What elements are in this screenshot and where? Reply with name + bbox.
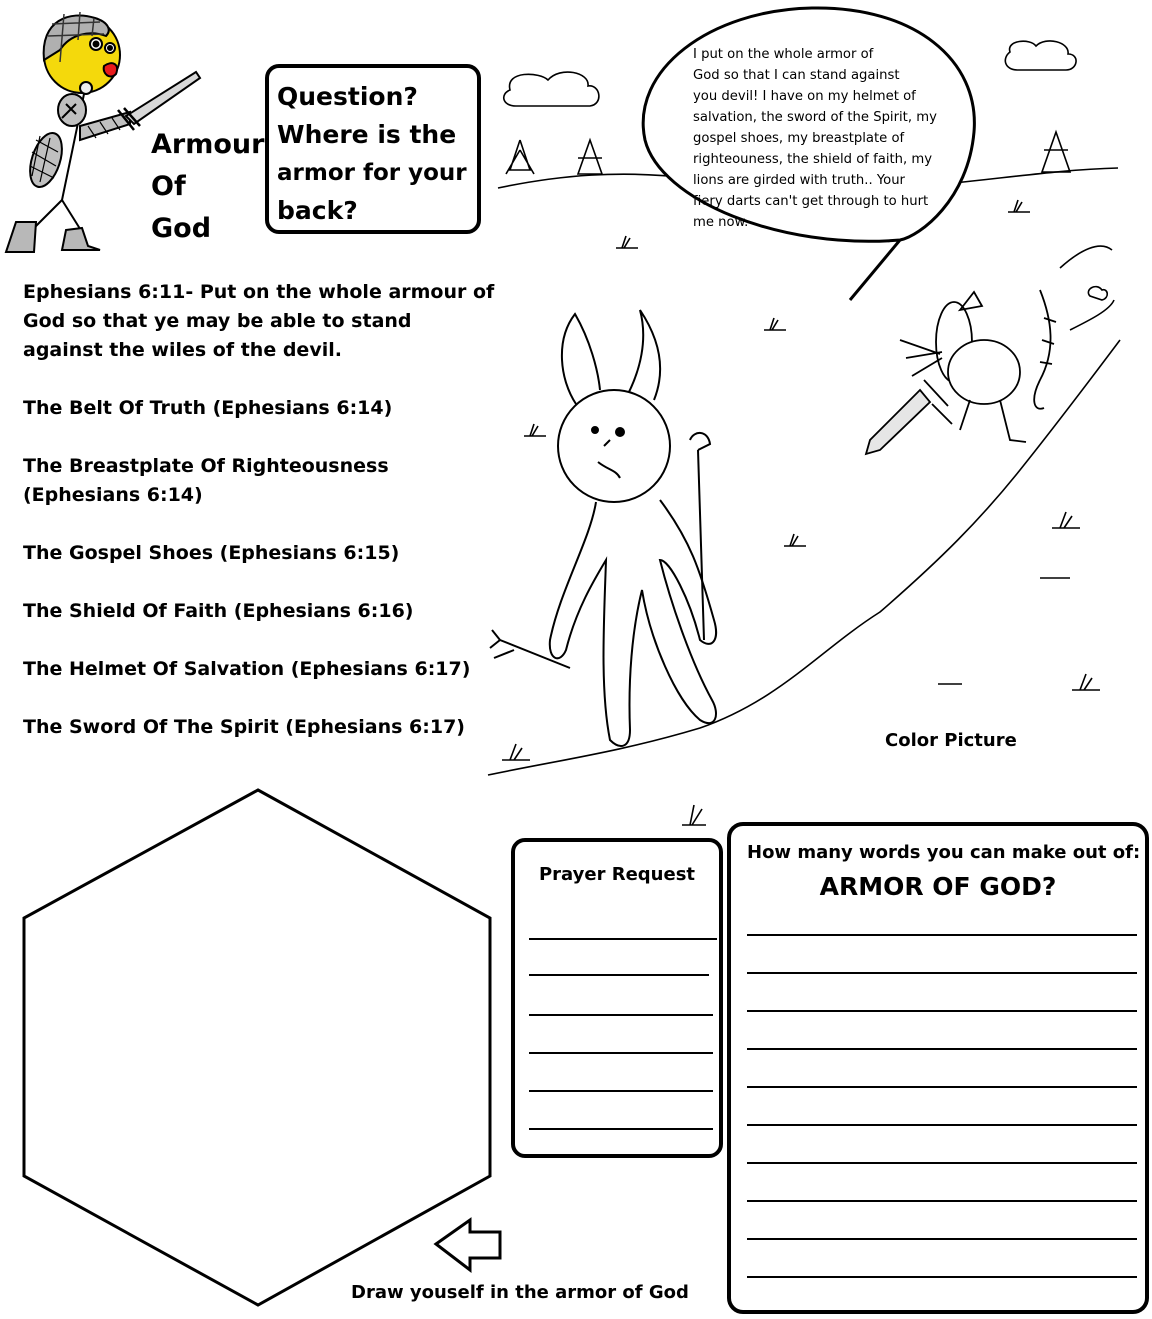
- word-game-box: [727, 822, 1149, 1314]
- armor-piece-line: (Ephesians 6:14): [23, 484, 203, 506]
- prayer-writing-line[interactable]: [529, 1014, 713, 1016]
- question-box: [265, 64, 481, 234]
- word-game-phrase: ARMOR OF GOD?: [819, 872, 1057, 901]
- armor-piece-sword: [23, 713, 465, 742]
- armor-piece-line: The Gospel Shoes (Ephesians 6:15): [23, 542, 400, 564]
- scripture-line: God so that ye may be able to stand: [23, 310, 412, 332]
- bubble-line: you devil! I have on my helmet of: [693, 89, 916, 104]
- prayer-writing-line[interactable]: [529, 1090, 713, 1092]
- word-writing-line[interactable]: [747, 934, 1137, 936]
- prayer-writing-line[interactable]: [529, 938, 717, 940]
- prayer-writing-line[interactable]: [529, 1128, 713, 1130]
- armor-piece-line: The Belt Of Truth (Ephesians 6:14): [23, 397, 393, 419]
- armor-piece-line: The Helmet Of Salvation (Ephesians 6:17): [23, 658, 471, 680]
- word-writing-line[interactable]: [747, 1162, 1137, 1164]
- bubble-line: God so that I can stand against: [693, 68, 900, 83]
- title-line: Armour: [151, 129, 265, 160]
- armor-piece-line: The Sword Of The Spirit (Ephesians 6:17): [23, 716, 465, 738]
- word-writing-line[interactable]: [747, 1124, 1137, 1126]
- scripture-line: Ephesians 6:11- Put on the whole armour of: [23, 281, 495, 303]
- word-writing-line[interactable]: [747, 972, 1137, 974]
- question-line: armor for your: [277, 160, 467, 186]
- word-writing-line[interactable]: [747, 1010, 1137, 1012]
- bubble-line: righteouness, the shield of faith, my: [693, 152, 933, 167]
- title-line: Of: [151, 171, 186, 202]
- prayer-request-box: [511, 838, 723, 1158]
- bubble-line: gospel shoes, my breastplate of: [693, 131, 905, 146]
- word-writing-line[interactable]: [747, 1048, 1137, 1050]
- word-writing-line[interactable]: [747, 1238, 1137, 1240]
- question-line: back?: [277, 196, 358, 225]
- scripture-line: against the wiles of the devil.: [23, 339, 342, 361]
- arrow-left-icon: [436, 1220, 500, 1270]
- word-writing-line[interactable]: [747, 1276, 1137, 1278]
- armor-piece-breastplate: [23, 452, 389, 510]
- draw-yourself-caption: Draw youself in the armor of God: [351, 1282, 689, 1303]
- word-writing-line[interactable]: [747, 1200, 1137, 1202]
- armor-piece-line: The Shield Of Faith (Ephesians 6:16): [23, 600, 414, 622]
- prayer-writing-line[interactable]: [529, 1052, 713, 1054]
- word-game-prompt: How many words you can make out of:: [747, 842, 1141, 863]
- armor-piece-shield: [23, 597, 414, 626]
- question-line: Question?: [277, 82, 418, 111]
- bubble-line: me now.: [693, 215, 749, 230]
- question-line: Where is the: [277, 120, 457, 149]
- word-writing-line[interactable]: [747, 1086, 1137, 1088]
- bubble-line: lions are girded with truth.. Your: [693, 173, 905, 188]
- speech-bubble-text: [693, 44, 963, 233]
- armor-piece-line: The Breastplate Of Righteousness: [23, 455, 389, 477]
- armor-piece-shoes: [23, 539, 399, 568]
- page-title: [151, 124, 265, 250]
- color-picture-caption: Color Picture: [885, 730, 1017, 751]
- title-line: God: [151, 213, 212, 244]
- bubble-line: I put on the whole armor of: [693, 47, 874, 62]
- bubble-line: fiery darts can't get through to hurt: [693, 194, 929, 209]
- mouse-knight-icon: [866, 290, 1056, 454]
- bubble-line: salvation, the sword of the Spirit, my: [693, 110, 937, 125]
- prayer-writing-line[interactable]: [529, 974, 709, 976]
- armor-piece-belt: [23, 394, 392, 423]
- devil-figure-icon: [490, 310, 716, 746]
- armor-piece-helmet: [23, 655, 470, 684]
- prayer-request-title: Prayer Request: [538, 864, 696, 885]
- scripture-intro: [23, 278, 494, 365]
- drawing-hexagon-frame[interactable]: [24, 790, 490, 1305]
